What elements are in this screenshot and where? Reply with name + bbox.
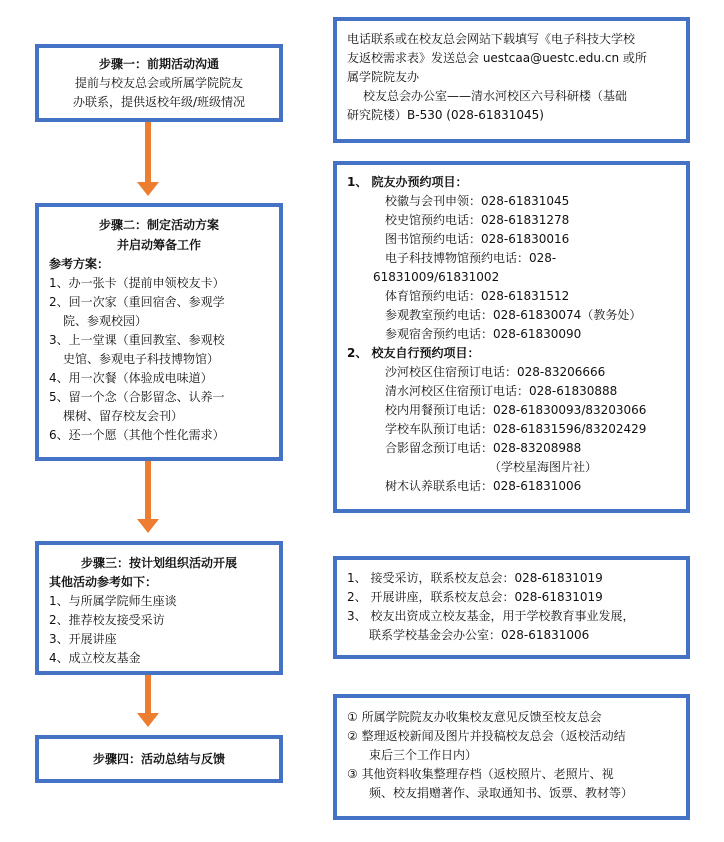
- info2-item: 学校车队预订电话：028-61831596/83202429: [385, 422, 647, 436]
- info2-item: 树木认养联系电话：028-61831006: [385, 479, 582, 493]
- info2-item: 校徽与会刊申领：028-61831045: [385, 194, 570, 208]
- info2-item: 参观教室预约电话：028-61830074（教务处）: [385, 308, 642, 322]
- step2-item: 1、办一张卡（提前申领校友卡）: [49, 276, 225, 290]
- step2-item: 5、留一个念（合影留念、认养一: [49, 390, 225, 404]
- step3-item: 1、与所属学院师生座谈: [49, 594, 177, 608]
- step2-item: 棵树、留存校友会刊）: [63, 409, 184, 423]
- info2-item: （学校星海图片社）: [489, 460, 598, 474]
- info3-line: 1、 接受采访，联系校友总会：028-61831019: [347, 571, 603, 585]
- info3-line: 2、 开展讲座，联系校友总会：028-61831019: [347, 590, 603, 604]
- step3-subtitle: 其他活动参考如下：: [49, 575, 158, 589]
- info2-item: 体育馆预约电话：028-61831512: [385, 289, 570, 303]
- step3-item: 4、成立校友基金: [49, 651, 141, 665]
- step2-item: 4、用一次餐（体验成电味道）: [49, 371, 213, 385]
- info2-item: 清水河校区住宿预订电话：028-61830888: [385, 384, 618, 398]
- step2-item: 史馆、参观电子科技博物馆）: [63, 352, 220, 366]
- info4-line: ① 所属学院院友办收集校友意见反馈至校友总会: [347, 710, 602, 724]
- info2-section2-title: 2、 校友自行预约项目：: [347, 346, 480, 360]
- step2-title-1: 步骤二：制定活动方案: [98, 218, 219, 232]
- info4-line: 频、校友捐赠著作、录取通知书、饭票、教材等）: [369, 786, 634, 800]
- info1-box: [333, 17, 690, 143]
- step3-item: 2、推荐校友接受采访: [49, 613, 165, 627]
- step3-box: [35, 541, 283, 675]
- info3-box: [333, 556, 690, 659]
- step2-item: 院、参观校园）: [63, 314, 148, 328]
- info2-item: 图书馆预约电话：028-61830016: [385, 232, 570, 246]
- info2-item: 61831009/61831002: [373, 270, 500, 284]
- step2-item: 6、还一个愿（其他个性化需求）: [49, 428, 225, 442]
- step4-box: [35, 735, 283, 783]
- step2-box: [35, 203, 283, 461]
- info4-line: ③ 其他资料收集整理存档（返校照片、老照片、视: [347, 767, 614, 781]
- step2-item: 3、上一堂课（重回教室、参观校: [49, 333, 225, 347]
- info1-line-4: 校友总会办公室——清水河校区六号科研楼（基础: [363, 89, 628, 103]
- step2-ref-label: 参考方案：: [49, 257, 110, 271]
- info4-line: ② 整理返校新闻及图片并投稿校友总会（返校活动结: [347, 729, 626, 743]
- info2-item: 校内用餐预订电话：028-61830093/83203066: [385, 403, 647, 417]
- step1-box: [35, 44, 283, 122]
- step1-title: 步骤一：前期活动沟通: [98, 57, 219, 71]
- info2-item: 沙河校区住宿预订电话：028-83206666: [385, 365, 606, 379]
- info2-item: 电子科技博物馆预约电话：028-: [385, 251, 557, 265]
- step3-title: 步骤三：按计划组织活动开展: [80, 556, 237, 570]
- info1-line-2: 友返校需求表》发送总会 uestcaa@uestc.edu.cn 或所: [347, 51, 647, 65]
- info3-line: 3、 校友出资成立校友基金，用于学校教育事业发展，: [347, 609, 635, 623]
- info2-item: 参观宿舍预约电话：028-61830090: [385, 327, 582, 341]
- step2-item: 2、回一次家（重回宿舍、参观学: [49, 295, 225, 309]
- step2-title-2: 并启动筹备工作: [116, 238, 201, 252]
- info1-line-5: 研究院楼）B-530 (028-61831045): [347, 108, 544, 122]
- info3-line: 联系学校基金会办公室：028-61831006: [369, 628, 590, 642]
- info2-item: 校史馆预约电话：028-61831278: [385, 213, 570, 227]
- step4-title: 步骤四：活动总结与反馈: [92, 752, 225, 766]
- info2-box: [333, 161, 690, 513]
- step1-line-1: 提前与校友总会或所属学院院友: [74, 76, 243, 90]
- info4-box: [333, 694, 690, 820]
- info1-line-1: 电话联系或在校友总会网站下载填写《电子科技大学校: [347, 32, 636, 46]
- info4-line: 束后三个工作日内）: [369, 748, 478, 762]
- step1-line-2: 办联系，提供返校年级/班级情况: [72, 95, 246, 109]
- step3-item: 3、开展讲座: [49, 632, 117, 646]
- info2-item: 合影留念预订电话：028-83208988: [385, 441, 582, 455]
- info1-line-3: 属学院院友办: [347, 70, 420, 84]
- info2-section1-title: 1、 院友办预约项目：: [347, 175, 468, 189]
